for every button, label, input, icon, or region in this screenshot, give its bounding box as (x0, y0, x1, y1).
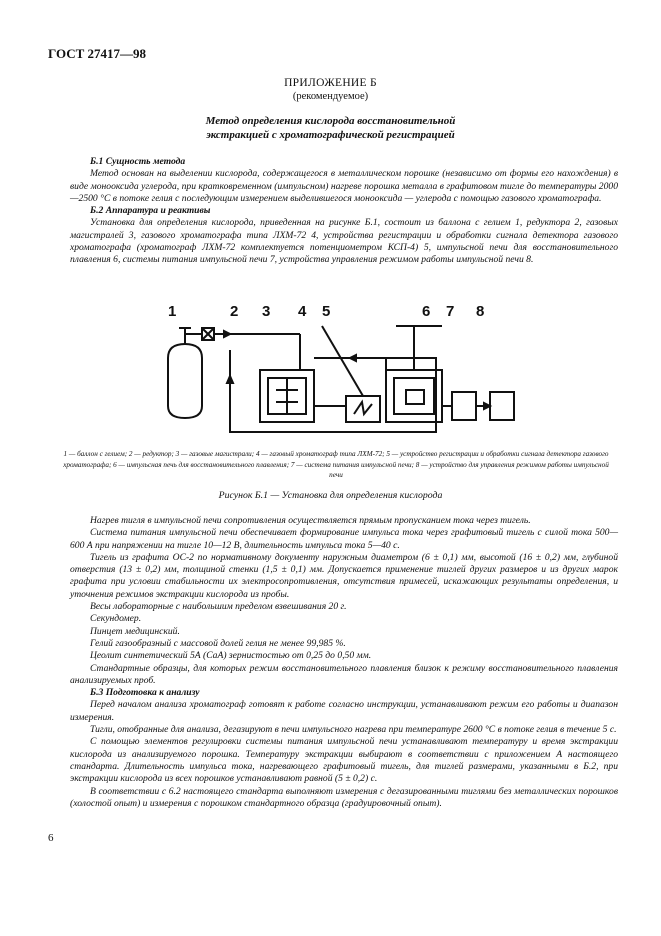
label-6: 6 (422, 303, 431, 320)
section-b3-heading: Б.3 Подготовка к анализу (90, 687, 200, 699)
body-p3: Тигель из графита ОС-2 по нормативному документу наружным диаметром (6 ± 0,1) мм, высотой (16 ± 0,2) мм, глубиной отверстия (13 ± 0,2) мм, толщиной стенки (1,5 ± 0,1) мм. Допускается применение тиглей других размеров и из других марок графита при условии стабильности их электросопротивления, отсутствия примесей, искажающих результаты определения, и уточнения режимов экстракции кислорода из пробы. (70, 551, 618, 600)
section-b1-heading: Б.1 Сущность метода (90, 156, 186, 167)
body-p7: Гелий газообразный с массовой долей гелия не менее 99,985 %. (90, 637, 346, 649)
body-p9: Стандартные образцы, для которых режим восстановительного плавления близок к режиму восстановительного плавления анализируемых проб. (70, 662, 618, 686)
label-1: 1 (168, 303, 177, 320)
body-p1: Нагрев тигля в импульсной печи сопротивления осуществляется прямым пропусканием тока через тигель. (90, 515, 531, 526)
figure-legend: 1 — баллон с гелием; 2 — редуктор; 3 — газовые магистрали; 4 — газовый хроматограф типа ЛХМ-72; 5 — устройство регистрации и обработки сигнала детектора газового хроматографа; 6 — импульсная печь для восстановительного плавления; 7 — система питания импульсной печи; 8 — устройство для управления режимом работы импульсной печи (63, 450, 609, 479)
section-b3-p3: С помощью элементов регулировки системы питания импульсной печи устанавливают температуру и время экстракции кислорода из анализируемого порошка. Температуру экстракции выбирают в соответствии с приложением А настоящего стандарта. Длительность импульса тока, нагревающего графитовый тигель, для тиглей размерами, указанными в Б.2, при экстракции кислорода из всех порошков устанавливают равной (5 ± 0,2) с. (70, 736, 618, 785)
section-b1-text: Метод основан на выделении кислорода, содержащегося в металлическом порошке (независимо от формы его нахождения) в виде монооксида углерода, при кратковременном (импульсном) нагреве порошка металла в графитовом тигле до температуры 2000—2500 °С в потоке гелия с последующим измерением выделившегося монооксида — углерода с помощью газового хроматографа. (70, 168, 618, 204)
control-unit (490, 392, 514, 420)
section-b2-heading: Б.2 Аппаратура и реактивы (90, 205, 211, 217)
text-block-top (70, 156, 618, 267)
label-4: 4 (298, 303, 307, 320)
section-b3-p2: Тигли, отобранные для анализа, дегазируют в печи импульсного нагрева при температуре 2600 °С в потоке гелия в течение 5 с. (90, 724, 617, 736)
body-p2: Система питания импульсной печи обеспечивает формирование импульса тока через графитовый тигель с силой тока 500—600 А при напряжении на тигле 10—12 В, длительность импульса тока 5—40 с. (70, 527, 618, 551)
method-title-line1: Метод определения кислорода восстановительной (205, 115, 456, 127)
section-b3-p1: Перед началом анализа хроматограф готовят к работе согласно инструкции, устанавливают режим его работы и диапазон измерения. (70, 699, 618, 723)
body-p4: Весы лабораторные с наибольшим пределом взвешивания 20 г. (90, 601, 347, 613)
body-p8: Цеолит синтетический 5А (СаА) зернистостью от 0,25 до 0,50 мм. (90, 650, 372, 662)
helium-cylinder (168, 344, 202, 418)
body-p6: Пинцет медицинский. (90, 625, 180, 637)
figure-caption: Рисунок Б.1 — Установка для определения кислорода (218, 490, 443, 501)
method-title (0, 114, 661, 142)
label-3: 3 (262, 303, 271, 320)
apparatus-diagram (150, 298, 530, 438)
body-p5: Секундомер. (90, 613, 142, 625)
label-7: 7 (446, 303, 455, 320)
text-block-bottom (70, 515, 618, 810)
method-title-line2: экстракцией с хроматографической регистрацией (206, 129, 455, 141)
power-supply (452, 392, 476, 420)
page-number: 6 (48, 832, 54, 844)
document-header: ГОСТ 27417—98 (48, 46, 147, 61)
section-b3-p4: В соответствии с 6.2 настоящего стандарта выполняют измерения с дегазированными тиглями без металлических порошков (холостой опыт) и измерения с порошком стандартного образца (градуировочный опыт). (70, 785, 618, 809)
appendix-note: (рекомендуемое) (292, 91, 369, 102)
label-5: 5 (322, 303, 331, 320)
label-2: 2 (230, 303, 239, 320)
section-b2-text: Установка для определения кислорода, приведенная на рисунке Б.1, состоит из баллона с гелием 1, редуктора 2, газовых магистралей 3, газового хроматографа типа ЛХМ-72 4, устройства регистрации и обработки сигнала детектора газового хроматографа (хроматограф ЛХМ-72 комплектуется потенциометром КСП-4) 5, импульсной печи для восстановительного плавления 6, системы питания импульсной печи 7, устройства управления режимом работы импульсной печи 8. (70, 217, 618, 266)
label-8: 8 (476, 303, 485, 320)
appendix-title: ПРИЛОЖЕНИЕ Б (284, 77, 377, 89)
